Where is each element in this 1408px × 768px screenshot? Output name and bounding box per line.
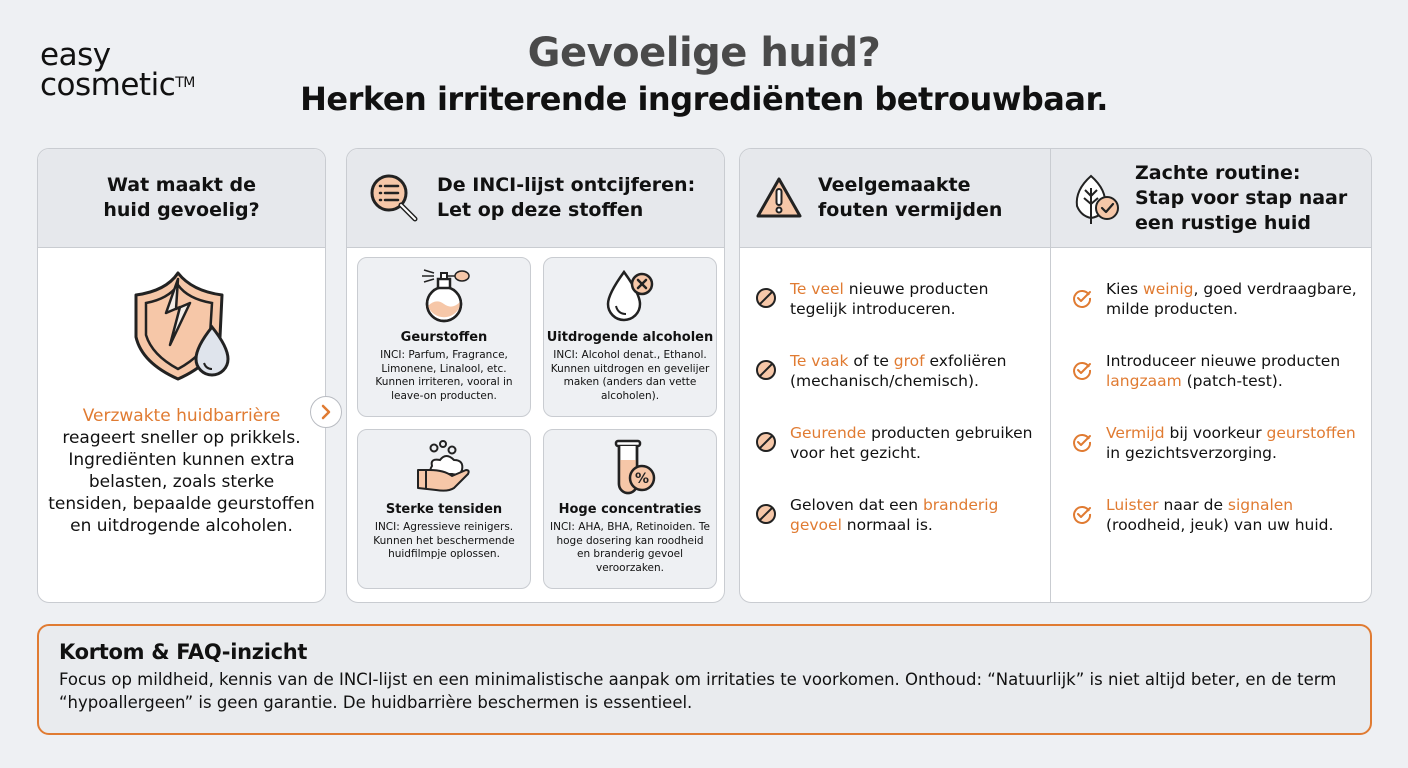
chevron-right-icon (319, 404, 333, 420)
prohibited-icon (754, 503, 778, 525)
highlight-text: Verzwakte huidbarrière (82, 406, 281, 426)
prohibited-icon (754, 359, 778, 381)
card-title: Veelgemaakte fouten vermijden (818, 174, 1003, 221)
logo-line1: easy (40, 37, 111, 73)
card-header-mistakes (740, 149, 1050, 248)
next-button[interactable] (310, 396, 342, 428)
ingredient-title: Sterke tensiden (385, 502, 503, 517)
card-mistakes-and-routine (739, 148, 1372, 603)
card-header-routine (1050, 149, 1372, 248)
ingredient-title: Hoge concentraties (558, 502, 702, 517)
column-divider (1050, 248, 1051, 602)
leaf-check-icon (1073, 170, 1121, 226)
list-item: Te vaak of te grof exfoliëren (mechanisch/chemisch). (754, 351, 1044, 423)
ingredient-text: INCI: Agressieve reinigers. Kunnen het beschermende huidfilmpje oplossen. (373, 521, 515, 560)
perfume-bottle-icon (358, 264, 530, 326)
ingredient-text: INCI: Alcohol denat., Ethanol. Kunnen uitdrogen en gevelijer maken (anders dan vette alcoholen). (550, 349, 710, 402)
check-circle-icon (1070, 359, 1094, 381)
ingredient-text: INCI: AHA, BHA, Retinoiden. Te hoge dosering kan roodheid en branderig gevoel veroorzaken. (550, 521, 711, 574)
list-item: Vermijd bij voorkeur geurstoffen in gezichtsverzorging. (1070, 423, 1370, 495)
card-inci-list (346, 148, 725, 603)
svg-text:%: % (634, 471, 650, 487)
trademark: TM (175, 75, 195, 91)
prohibited-icon (754, 287, 778, 309)
cracked-shield-drop-icon (126, 267, 238, 386)
card-title: Wat maakt de huid gevoelig? (103, 174, 260, 221)
card-header (347, 149, 724, 248)
page-title: Gevoelige huid? (527, 30, 881, 76)
summary-text: Focus op mildheid, kennis van de INCI-lijst en een minimalistische aanpak om irritaties te voorkomen. Onthoud: “Natuurlijk” is niet altijd beter, en de term “hypoallergeen” is geen garantie. De huidbarrière beschermen is essentieel. (59, 670, 1337, 712)
check-circle-icon (1070, 287, 1094, 309)
warning-triangle-icon (754, 175, 804, 221)
hand-foam-icon (358, 436, 530, 498)
ingredient-card (357, 257, 531, 417)
card-title: De INCI-lijst ontcijferen: Let op deze stoffen (437, 174, 696, 221)
list-item: Introduceer nieuwe producten langzaam (patch-test). (1070, 351, 1370, 423)
card-body: reageert sneller op prikkels. Ingrediënten kunnen extra belasten, zoals sterke tensiden, bepaalde geurstoffen en uitdrogende alcoholen. (48, 428, 315, 536)
ingredient-title: Uitdrogende alcoholen (546, 330, 714, 345)
check-circle-icon (1070, 431, 1094, 453)
summary-title: Kortom & FAQ-inzicht (59, 640, 308, 664)
mistakes-list (754, 279, 1044, 567)
list-item: Luister naar de signalen (roodheid, jeuk) van uw huid. (1070, 495, 1370, 567)
ingredient-card (543, 257, 717, 417)
list-item: Te veel nieuwe producten tegelijk introduceren. (754, 279, 1044, 351)
list-item: Geloven dat een branderig gevoel normaal is. (754, 495, 1044, 567)
check-circle-icon (1070, 503, 1094, 525)
summary-box (37, 624, 1372, 735)
list-item: Geurende producten gebruiken voor het gezicht. (754, 423, 1044, 495)
logo-line2: cosmetic (40, 67, 176, 103)
prohibited-icon (754, 431, 778, 453)
ingredient-card (543, 429, 717, 589)
card-title: Zachte routine: Stap voor stap naar een rustige huid (1135, 161, 1348, 234)
drop-x-icon (544, 264, 716, 326)
card-sensitive-skin-causes (37, 148, 326, 603)
list-item: Kies weinig, goed verdraagbare, milde producten. (1070, 279, 1370, 351)
ingredient-card (357, 429, 531, 589)
page-subtitle: Herken irriterende ingrediënten betrouwbaar. (300, 80, 1108, 118)
test-tube-percent-icon (544, 436, 716, 498)
card-header (38, 149, 325, 248)
ingredient-title: Geurstoffen (400, 330, 488, 345)
ingredient-text: INCI: Parfum, Fragrance, Limonene, Linalool, etc. Kunnen irriteren, vooral in leave-on producten. (375, 349, 513, 402)
routine-list (1070, 279, 1370, 567)
magnifier-list-icon (367, 171, 421, 225)
ingredient-grid (357, 257, 717, 589)
